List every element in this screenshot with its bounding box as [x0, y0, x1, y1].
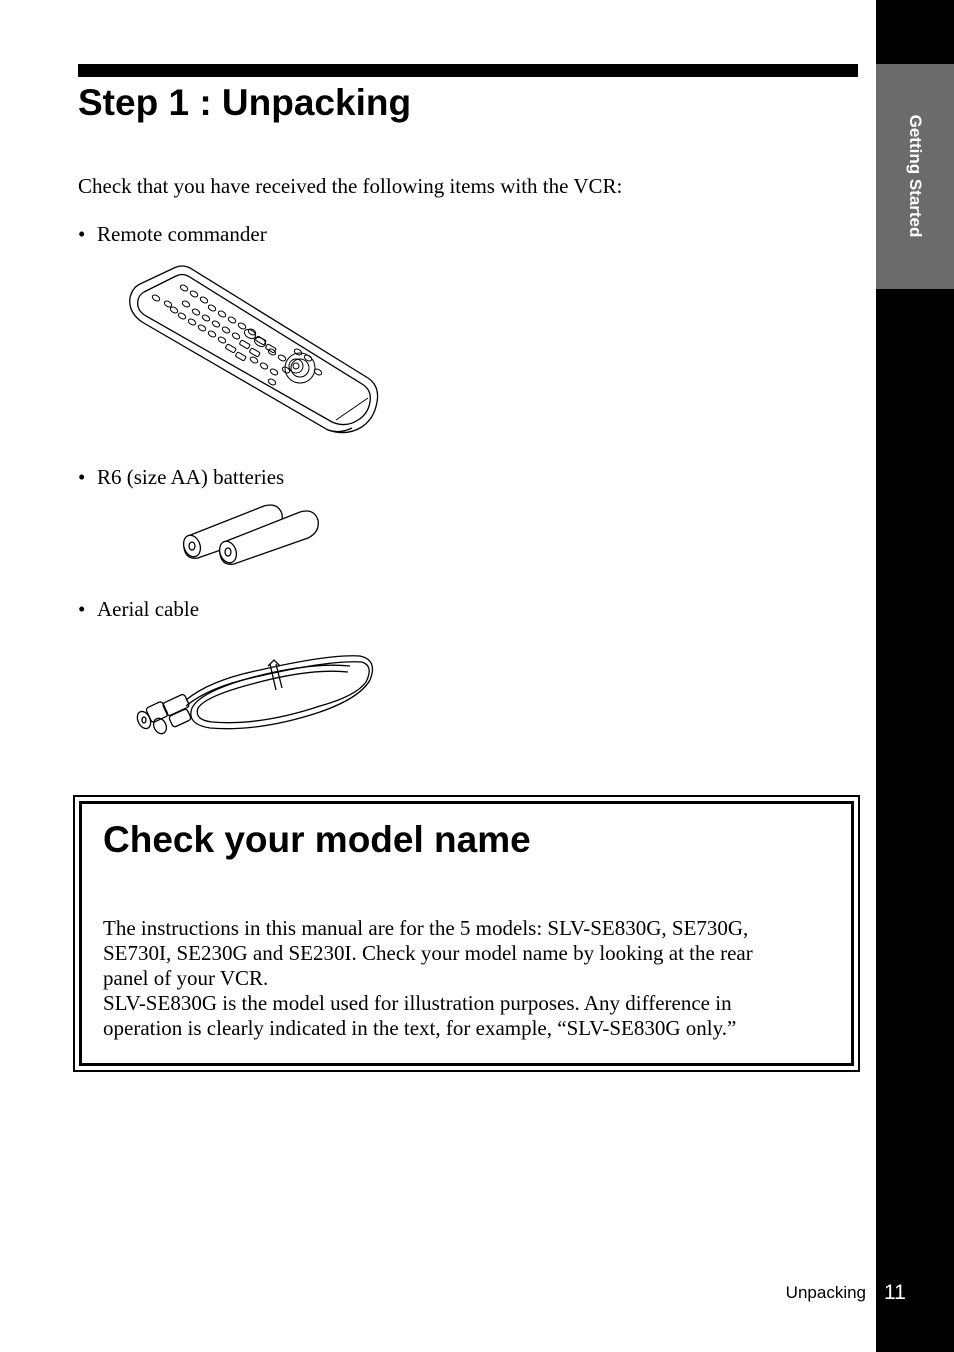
title-rule	[78, 64, 858, 77]
item-label: Remote commander	[97, 222, 267, 246]
bullet: •	[78, 465, 86, 489]
bullet: •	[78, 222, 86, 246]
model-text-line: SLV-SE830G is the model used for illustration purposes. Any difference in	[103, 991, 732, 1015]
list-item-aerial-cable	[78, 596, 199, 622]
aerial-cable-illustration	[130, 642, 378, 738]
bullet: •	[78, 597, 86, 621]
list-item-batteries	[78, 464, 284, 490]
page-title: Step 1 : Unpacking	[78, 82, 412, 123]
model-text-line: panel of your VCR.	[103, 966, 269, 990]
model-name-heading: Check your model name	[103, 819, 531, 860]
item-label: R6 (size AA) batteries	[97, 465, 285, 489]
item-label: Aerial cable	[97, 597, 200, 621]
list-item-remote	[78, 221, 267, 247]
model-text-line: operation is clearly indicated in the text, for example, “SLV-SE830G only.”	[103, 1016, 737, 1040]
intro-text: Check that you have received the following items with the VCR:	[78, 174, 623, 198]
batteries-illustration	[180, 500, 322, 570]
model-text-line: SE730I, SE230G and SE230I. Check your model name by looking at the rear	[103, 941, 753, 965]
page-number: 11	[884, 1281, 906, 1304]
section-tab-label: Getting Started	[906, 114, 925, 238]
footer-section-label: Unpacking	[785, 1283, 866, 1302]
model-name-text	[103, 916, 833, 1041]
model-text-line: The instructions in this manual are for the 5 models: SLV-SE830G, SE730G,	[103, 916, 749, 940]
remote-commander-illustration	[122, 262, 384, 438]
